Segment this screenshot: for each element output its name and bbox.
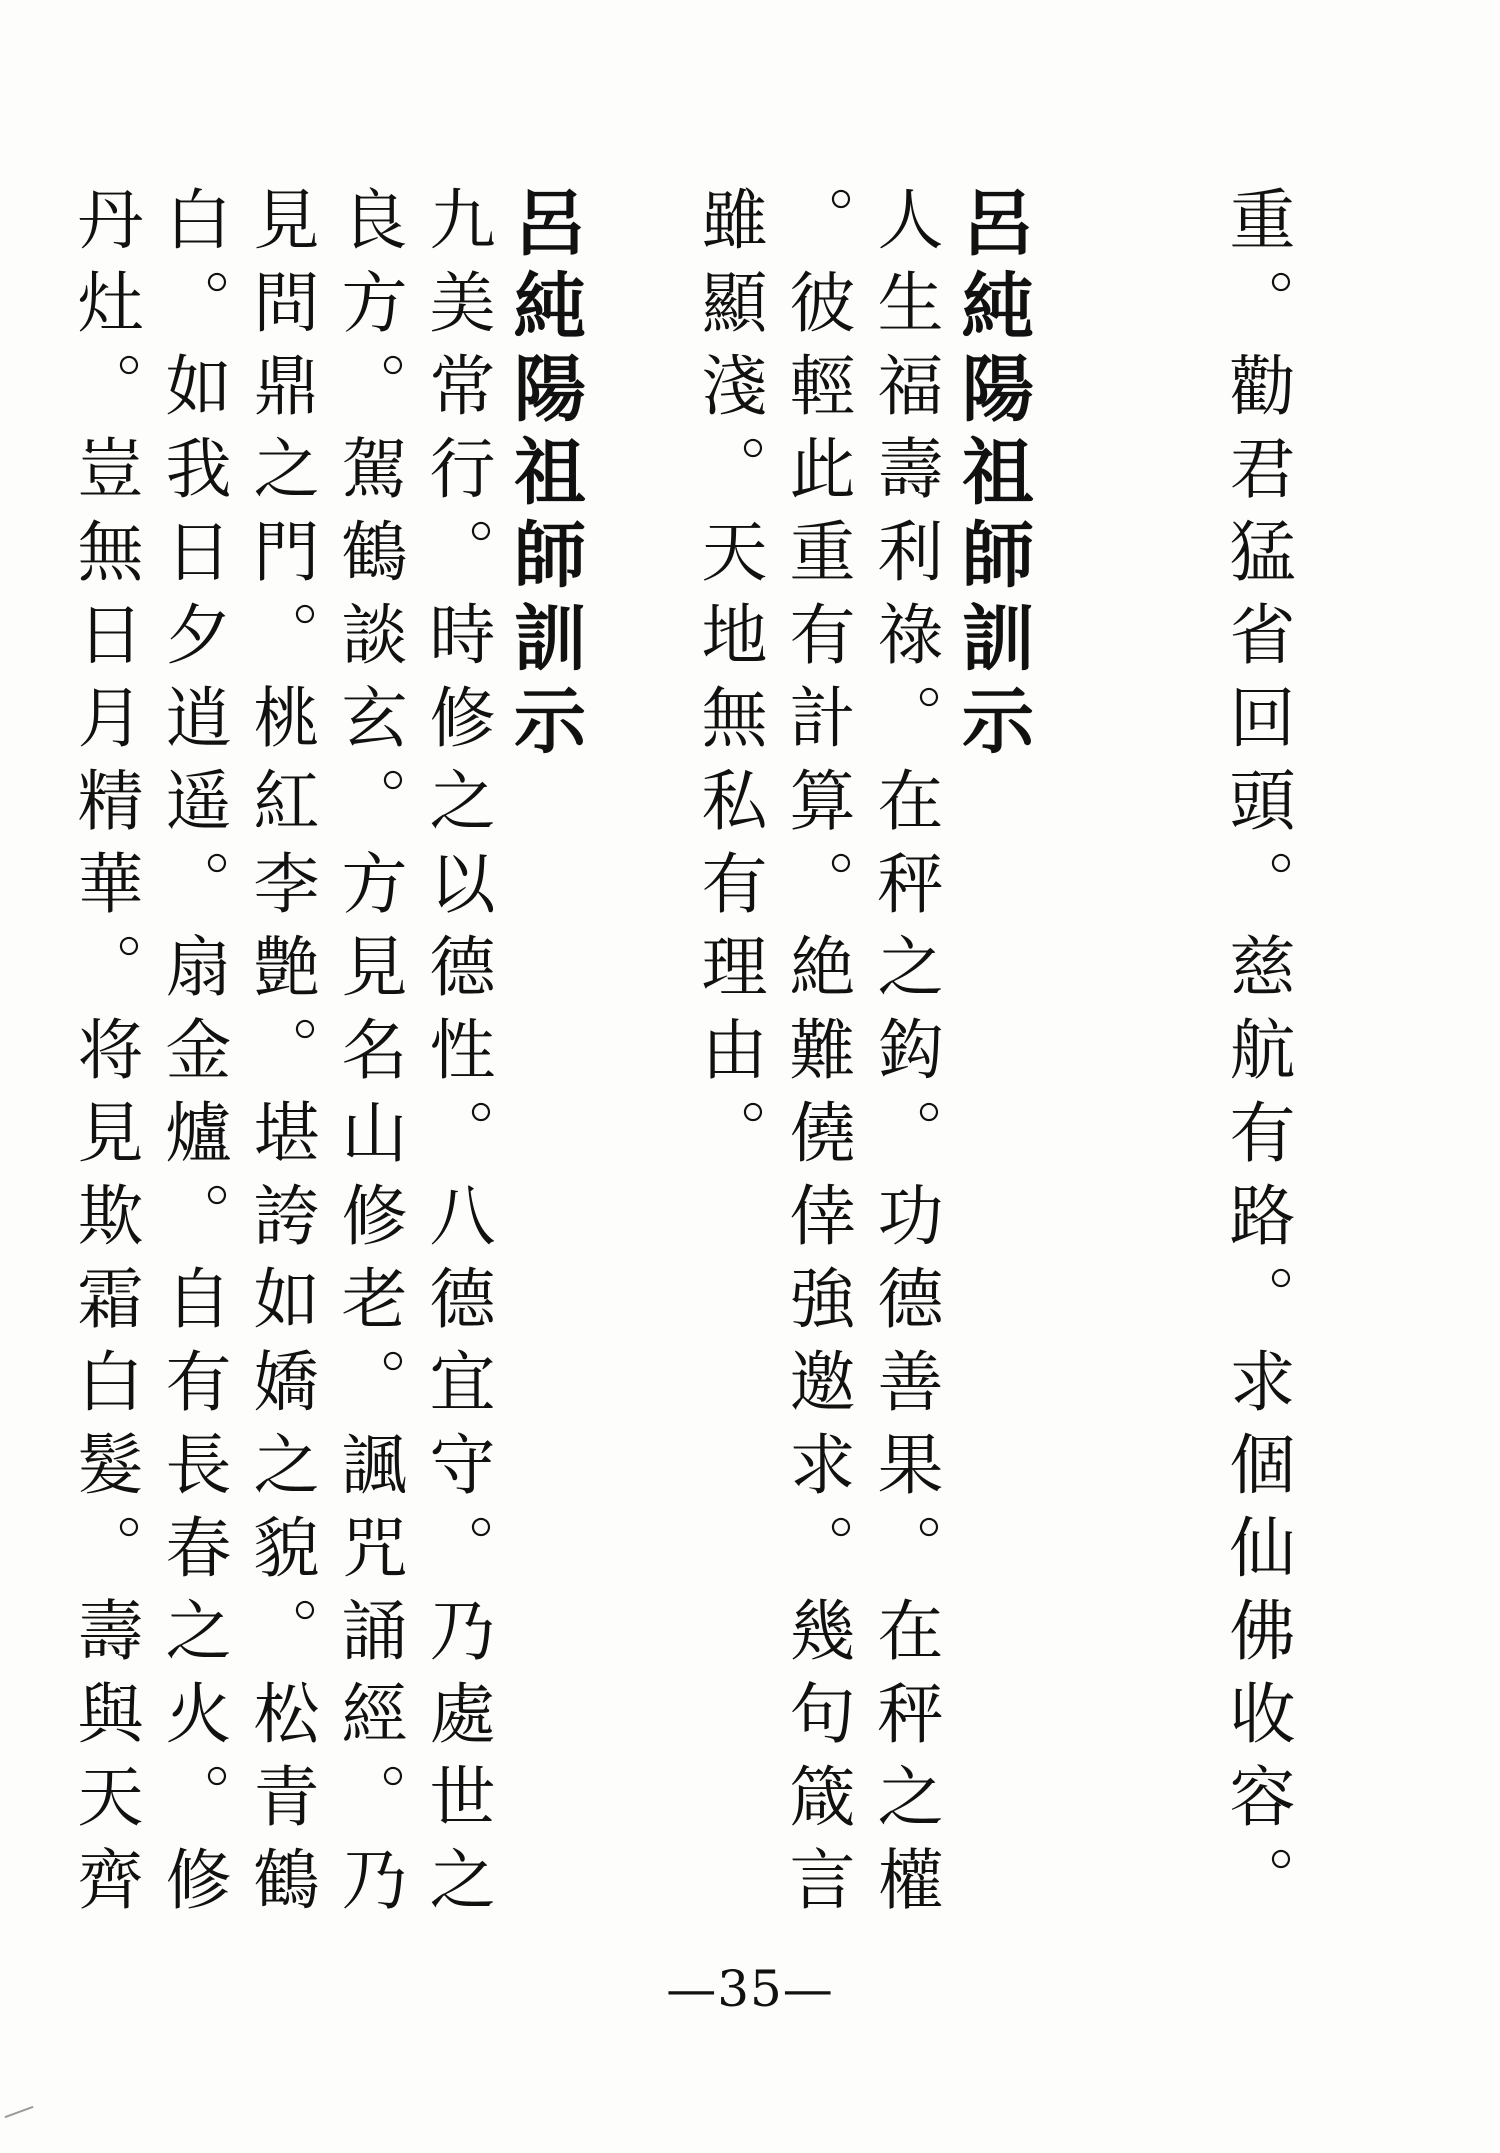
text-column-6: 良方。駕鶴談玄。方見名山修老。諷咒誦經。乃 bbox=[330, 185, 407, 1928]
text-column-7: 見問鼎之門。桃紅李艶。堪誇如嬌之貌。松青鶴 bbox=[242, 185, 319, 1928]
scan-mark bbox=[5, 2106, 34, 2118]
text-column-8: 白。如我日夕逍遥。扇金爐。自有長春之火。修 bbox=[154, 185, 231, 1928]
vertical-text-block bbox=[66, 185, 1300, 1935]
text-column-3: 。彼輕此重有計算。絶難僥倖強邀求。幾句箴言 bbox=[778, 185, 855, 1928]
page-number: —35— bbox=[666, 1960, 834, 2018]
text-column-1: 重。勸君猛省回頭。慈航有路。求個仙佛收容。 bbox=[1218, 185, 1295, 1928]
text-column-2: 人生福壽利祿。在秤之鈎。功德善果。在秤之權 bbox=[866, 185, 943, 1928]
text-column-5: 九美常行。時修之以德性。八德宜守。乃處世之 bbox=[418, 185, 495, 1928]
text-column-9: 丹灶。豈無日月精華。将見欺霜白髮。壽與天齊 bbox=[66, 185, 143, 1928]
text-column-4: 雖顯淺。天地無私有理由。 bbox=[690, 185, 767, 1181]
section-heading-1: 呂純陽祖師訓示 bbox=[950, 185, 1034, 766]
section-heading-2: 呂純陽祖師訓示 bbox=[502, 185, 586, 766]
